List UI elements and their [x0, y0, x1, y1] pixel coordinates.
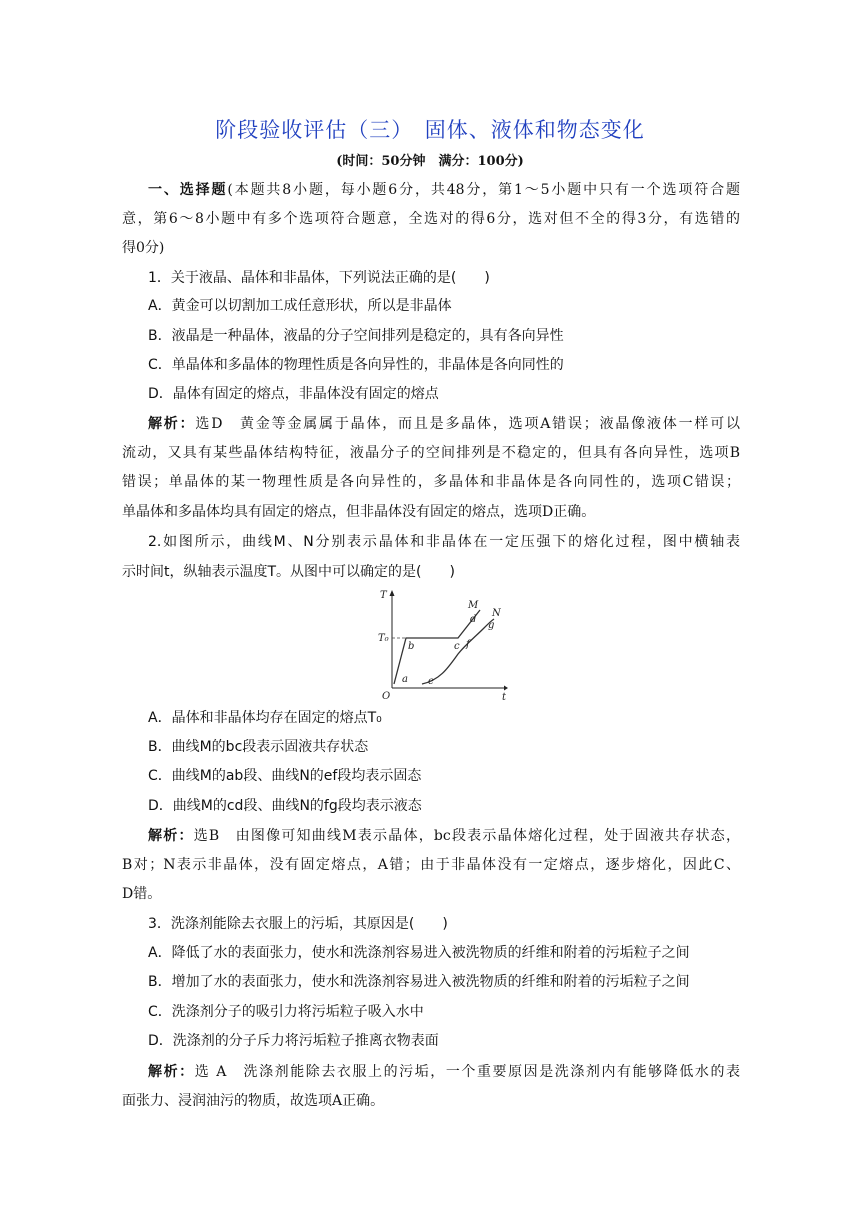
question-2-option-a: A．晶体和非晶体均存在固定的熔点T₀	[148, 710, 382, 726]
question-2-stem-line-2: 示时间t，纵轴表示温度T。从图中可以确定的是( )	[122, 564, 455, 580]
question-2-analysis-line-3: D错。	[122, 886, 162, 902]
question-2-stem-line-1: 2.如图所示，曲线M、N分别表示晶体和非晶体在一定压强下的熔化过程，图中横轴表	[148, 534, 740, 550]
question-1-analysis-line-3: 错误；单晶体的某一物理性质是各向异性的，多晶体和非晶体是各向同性的，选项C错误；	[122, 474, 740, 490]
label-T: T	[380, 590, 387, 601]
question-3-stem: 3．洗涤剂能除去衣服上的污垢，其原因是( )	[148, 916, 448, 932]
T-axis-arrow	[390, 590, 395, 596]
question-3-analysis-line-2: 面张力、浸润油污的物质，故选项A正确。	[122, 1093, 385, 1109]
page-title: 阶段验收评估（三） 固体、液体和物态变化	[215, 118, 645, 142]
label-O: O	[382, 691, 391, 700]
label-f: f	[466, 639, 470, 650]
label-g: g	[488, 620, 495, 631]
question-1-analysis-line-4: 单晶体和多晶体均具有固定的熔点，但非晶体没有固定的熔点，选项D正确。	[122, 504, 596, 520]
label-N: N	[492, 608, 501, 619]
label-e: e	[428, 676, 434, 687]
question-1-stem: 1．关于液晶、晶体和非晶体，下列说法正确的是( )	[148, 270, 490, 286]
question-3-option-b: B．增加了水的表面张力，使水和洗涤剂容易进入被洗物质的纤维和附着的污垢粒子之间	[148, 974, 690, 990]
label-T0: T₀	[378, 633, 389, 644]
label-a: a	[402, 674, 408, 685]
question-2-analysis-line-2: B对；N表示非晶体，没有固定熔点，A错；由于非晶体没有一定熔点，逐步熔化，因此C、	[122, 857, 740, 873]
question-3-option-d: D．洗涤剂的分子斥力将污垢粒子推离衣物表面	[148, 1033, 439, 1049]
melting-curve-figure	[378, 588, 508, 700]
label-t: t	[502, 692, 507, 700]
question-2-option-c: C．曲线M的ab段、曲线N的ef段均表示固态	[148, 768, 422, 784]
analysis-label: 解析：	[148, 416, 196, 432]
section-intro-line-1: 一、选择题(本题共8小题，每小题6分，共48分，第1～5小题中只有一个选项符合题	[148, 182, 740, 198]
t-axis-arrow	[504, 686, 508, 691]
question-1-option-d: D．晶体有固定的熔点，非晶体没有固定的熔点	[148, 386, 439, 402]
analysis-label: 解析：	[148, 1064, 195, 1080]
question-2-analysis-line-1: 解析：选B 由图像可知曲线M表示晶体，bc段表示晶体熔化过程，处于固液共存状态，	[148, 828, 740, 844]
section-intro-line-3: 得0分)	[122, 240, 165, 256]
question-1-option-c: C．单晶体和多晶体的物理性质是各向异性的，非晶体是各向同性的	[148, 357, 564, 373]
melting-curve-svg	[378, 588, 508, 700]
question-1-analysis-line-2: 流动，又具有某些晶体结构特征，液晶分子的空间排列是不稳定的，但具有各向异性，选项B	[122, 445, 740, 461]
question-2-option-b: B．曲线M的bc段表示固液共存状态	[148, 739, 369, 755]
analysis-label: 解析：	[148, 828, 194, 844]
question-3-option-c: C．洗涤剂分子的吸引力将污垢粒子吸入水中	[148, 1004, 424, 1020]
label-b: b	[408, 641, 415, 652]
label-d: d	[470, 614, 477, 625]
section-heading: 一、选择题	[148, 182, 228, 198]
question-3-option-a: A．降低了水的表面张力，使水和洗涤剂容易进入被洗物质的纤维和附着的污垢粒子之间	[148, 945, 690, 961]
section-intro-line-2: 意，第6～8小题中有多个选项符合题意，全选对的得6分，选对但不全的得3分，有选错的	[122, 211, 740, 227]
question-3-analysis-line-1: 解析：选 A 洗涤剂能除去衣服上的污垢，一个重要原因是洗涤剂内有能够降低水的表	[148, 1064, 740, 1080]
question-2-option-d: D．曲线M的cd段、曲线N的fg段均表示液态	[148, 798, 422, 814]
question-1-analysis-line-1: 解析：选D 黄金等金属属于晶体，而且是多晶体，选项A错误；液晶像液体一样可以	[148, 416, 740, 432]
label-M: M	[468, 600, 479, 611]
question-1-option-b: B．液晶是一种晶体，液晶的分子空间排列是稳定的，具有各向异性	[148, 328, 564, 344]
exam-meta: (时间：50分钟 满分：100分)	[336, 154, 524, 169]
question-1-option-a: A．黄金可以切割加工成任意形状，所以是非晶体	[148, 298, 452, 314]
label-c: c	[454, 641, 460, 652]
